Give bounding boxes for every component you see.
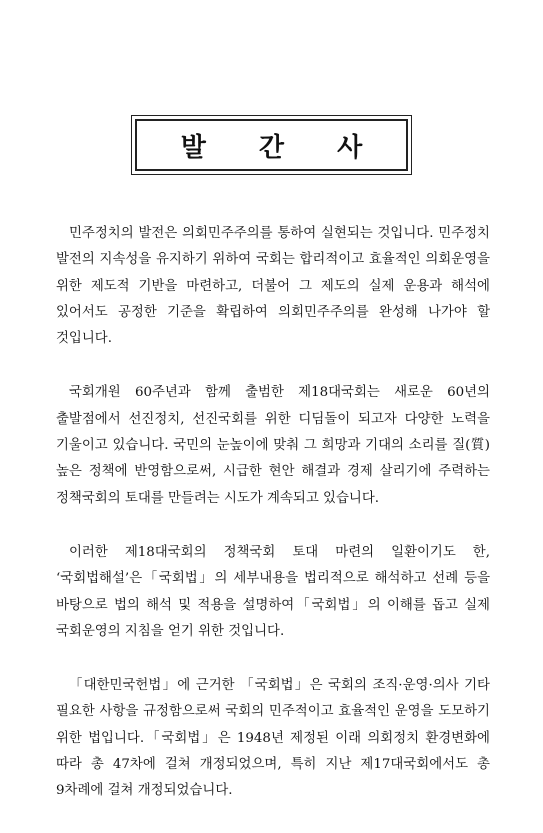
paragraph-3: 이러한 제18대국회의 정책국회 토대 마련의 일환이기도 한, ‘국회법해설’은「국회법」의 세부내용을 법리적으로 해석하고 선례 등을 바탕으로 법의 해석 및 적용을 설명하여「국회법」의 이해를 돕고 실제 국회운영의 지침을 얻기 위한 것입니다. [56,544,490,639]
paragraph-2: 국회개원 60주년과 함께 출범한 제18대국회는 새로운 60년의 출발점에서 선진정치, 선진국회를 위한 디딤돌이 되고자 다양한 노력을 기울이고 있습니다. 국민의 눈높이에 맞춰 그 희망과 기대의 소리를 질(質) 높은 정책에 반영함으로써, 시급한 현안 해결과 경제 살리기에 주력하는 정책국회의 토대를 만들려는 시도가 계속되고 있습니다. [56,385,490,506]
document-body [56,221,490,833]
paragraph-4: 「대한민국헌법」에 근거한 「국회법」은 국회의 조직·운영·의사 기타 필요한 사항을 규정함으로써 국회의 민주적이고 효율적인 운영을 도모하기 위한 법입니다.「국회법」은 1948년 제정된 이래 의회정치 환경변화에 따라 총 47차에 걸쳐 개정되었으며, 특히 지난 제17대국회에서도 총 9차례에 걸쳐 개정되었습니다. [56,678,490,799]
title-box [135,119,408,171]
paragraph-1: 민주정치의 발전은 의회민주주의를 통하여 실현되는 것입니다. 민주정치 발전의 지속성을 유지하기 위하여 국회는 합리적이고 효율적인 의회운영을 위한 제도적 기반을 마련하고, 더불어 그 제도의 실제 운용과 해석에 있어서도 공정한 기준을 확립하여 의회민주주의를 완성해 나가야 할 것입니다. [56,226,490,347]
page-title: 발 간 사 [180,132,385,163]
